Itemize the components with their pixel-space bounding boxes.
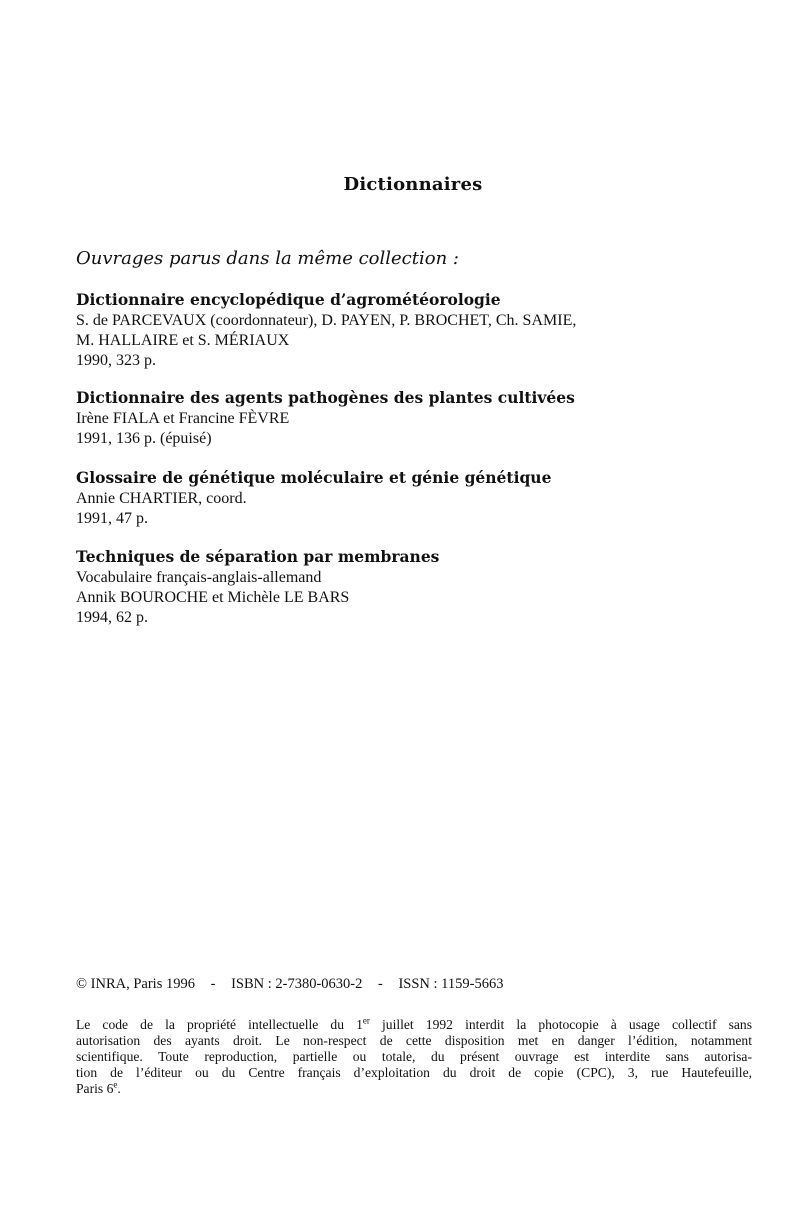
issn-number: ISSN : 1159-5663 xyxy=(398,976,504,992)
book-authors: Annik BOUROCHE et Michèle LE BARS xyxy=(76,589,350,606)
book-title: Dictionnaire encyclopédique d’agrométéorologie xyxy=(76,290,501,309)
book-title: Dictionnaire des agents pathogènes des plantes cultivées xyxy=(76,388,575,407)
legal-text: Le code de la propriété intellectuelle du 1 xyxy=(76,1017,363,1032)
copyright-separator: - xyxy=(210,976,216,992)
book-authors: Irène FIALA et Francine FÈVRE xyxy=(76,410,290,427)
copyright-line xyxy=(76,976,503,993)
book-publication-info: 1991, 47 p. xyxy=(76,510,148,527)
copyright-publisher: © INRA, Paris 1996 xyxy=(76,976,195,992)
legal-text: Paris 6 xyxy=(76,1081,114,1096)
superscript-text: er xyxy=(362,1015,370,1026)
book-title: Glossaire de génétique moléculaire et génie génétique xyxy=(76,468,552,487)
book-publication-info: 1994, 62 p. xyxy=(76,609,148,626)
book-authors: Annie CHARTIER, coord. xyxy=(76,490,247,507)
book-entry xyxy=(76,289,756,371)
legal-notice-line: scientifique. Toute reproduction, partielle ou totale, du présent ouvrage est interdite sans autorisa- xyxy=(76,1049,752,1064)
book-title: Techniques de séparation par membranes xyxy=(76,547,440,566)
superscript-text: e xyxy=(113,1079,118,1090)
book-entry xyxy=(76,387,756,449)
book-entry xyxy=(76,546,756,628)
book-publication-info: 1991, 136 p. (épuisé) xyxy=(76,430,212,447)
legal-notice-line: tion de l’éditeur ou du Centre français d’exploitation du droit de copie (CPC), 3, rue Hautefeuille, xyxy=(76,1065,752,1080)
legal-notice xyxy=(76,1017,752,1097)
copyright-separator: - xyxy=(378,976,383,992)
book-entry xyxy=(76,467,756,529)
book-subtitle: Vocabulaire français-anglais-allemand xyxy=(76,569,322,586)
book-publication-info: 1990, 323 p. xyxy=(76,352,156,369)
legal-notice-line xyxy=(76,1081,752,1097)
book-authors-continued: M. HALLAIRE et S. MÉRIAUX xyxy=(76,332,290,349)
legal-notice-line: autorisation des ayants droit. Le non-respect de cette disposition met en danger l’édition, notamment xyxy=(76,1033,752,1048)
legal-text: juillet 1992 interdit la photocopie à usage collectif sans xyxy=(369,1017,752,1032)
legal-text: . xyxy=(117,1081,121,1096)
legal-notice-line xyxy=(76,1017,752,1033)
isbn-number: ISBN : 2-7380-0630-2 xyxy=(231,976,363,992)
book-authors: S. de PARCEVAUX (coordonnateur), D. PAYEN, P. BROCHET, Ch. SAMIE, xyxy=(76,312,577,329)
series-title: Dictionnaires xyxy=(343,174,483,195)
collection-heading: Ouvrages parus dans la même collection : xyxy=(76,248,459,269)
